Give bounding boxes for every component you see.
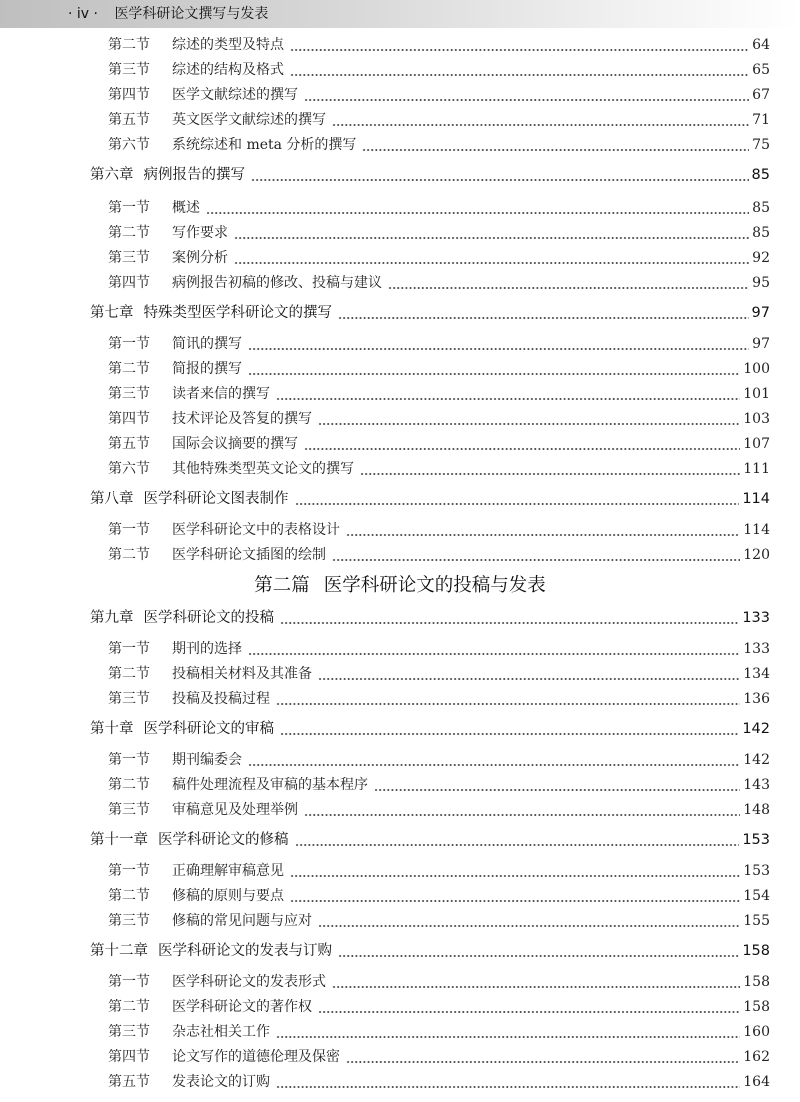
page-number: 103 bbox=[743, 411, 770, 427]
page-number: 101 bbox=[743, 386, 770, 402]
section-title: 投稿相关材料及其准备 bbox=[172, 666, 312, 682]
section-label: 第二节 bbox=[108, 37, 150, 53]
page-number: 148 bbox=[743, 802, 770, 818]
dot-leader bbox=[290, 900, 740, 902]
section-label: 第二节 bbox=[108, 361, 150, 377]
toc-section-entry[interactable] bbox=[108, 84, 770, 106]
page-number: 85 bbox=[752, 225, 770, 241]
chapter-title: 医学科研论文的修稿 bbox=[158, 832, 289, 848]
section-title: 简讯的撰写 bbox=[172, 336, 242, 352]
page-number: 162 bbox=[743, 1049, 770, 1065]
dot-leader bbox=[276, 1086, 740, 1088]
dot-leader bbox=[276, 398, 740, 400]
dot-leader bbox=[304, 99, 749, 101]
dot-leader bbox=[248, 764, 740, 766]
toc-section-entry[interactable] bbox=[108, 34, 770, 56]
dot-leader bbox=[248, 348, 749, 350]
dot-leader bbox=[318, 925, 740, 927]
page-number: 114 bbox=[743, 522, 770, 538]
part-label: 第二篇 bbox=[254, 575, 310, 596]
toc-section-entry[interactable] bbox=[108, 358, 770, 380]
page-number: 75 bbox=[752, 137, 770, 153]
toc-chapter-entry[interactable] bbox=[90, 607, 770, 629]
section-title: 期刊的选择 bbox=[172, 641, 242, 657]
dot-leader bbox=[234, 237, 749, 239]
section-title: 投稿及投稿过程 bbox=[172, 691, 270, 707]
section-title: 医学科研论文插图的绘制 bbox=[172, 547, 326, 563]
section-title: 论文写作的道德伦理及保密 bbox=[172, 1049, 340, 1065]
page-number: 65 bbox=[752, 62, 770, 78]
toc-section-entry[interactable] bbox=[108, 774, 770, 796]
dot-leader bbox=[318, 423, 740, 425]
page-number: 114 bbox=[742, 491, 770, 507]
dot-leader bbox=[280, 733, 739, 735]
chapter-title: 医学科研论文图表制作 bbox=[143, 491, 289, 507]
section-label: 第三节 bbox=[108, 1024, 150, 1040]
toc-section-entry[interactable] bbox=[108, 333, 770, 355]
toc-section-entry[interactable] bbox=[108, 109, 770, 131]
toc-section-entry[interactable] bbox=[108, 433, 770, 455]
toc-chapter-entry[interactable] bbox=[90, 164, 770, 186]
toc-section-entry[interactable] bbox=[108, 383, 770, 405]
section-label: 第一节 bbox=[108, 752, 150, 768]
section-title: 医学科研论文的发表形式 bbox=[172, 974, 326, 990]
toc-chapter-entry[interactable] bbox=[90, 302, 770, 324]
section-label: 第六节 bbox=[108, 137, 150, 153]
page-number: 158 bbox=[743, 999, 770, 1015]
section-title: 医学科研论文的著作权 bbox=[172, 999, 312, 1015]
section-label: 第一节 bbox=[108, 641, 150, 657]
page-number: 153 bbox=[742, 832, 770, 848]
page-number: 100 bbox=[743, 361, 770, 377]
section-label: 第五节 bbox=[108, 1074, 150, 1090]
toc-section-entry[interactable] bbox=[108, 910, 770, 932]
toc-section-entry[interactable] bbox=[108, 1071, 770, 1093]
toc-section-entry[interactable] bbox=[108, 519, 770, 541]
section-title: 修稿的原则与要点 bbox=[172, 888, 284, 904]
header-book-title: 医学科研论文撰写与发表 bbox=[114, 6, 269, 22]
section-title: 综述的结构及格式 bbox=[172, 62, 284, 78]
dot-leader bbox=[206, 212, 749, 214]
dot-leader bbox=[280, 622, 739, 624]
section-label: 第一节 bbox=[108, 336, 150, 352]
section-title: 系统综述和 meta 分析的撰写 bbox=[172, 137, 357, 153]
page-number: 164 bbox=[743, 1074, 770, 1090]
toc-section-entry[interactable] bbox=[108, 799, 770, 821]
section-title: 正确理解审稿意见 bbox=[172, 863, 284, 879]
dot-leader bbox=[248, 653, 740, 655]
page-number: 85 bbox=[752, 200, 770, 216]
dot-leader bbox=[234, 262, 749, 264]
dot-leader bbox=[338, 955, 739, 957]
toc-section-entry[interactable] bbox=[108, 663, 770, 685]
section-title: 综述的类型及特点 bbox=[172, 37, 284, 53]
dot-leader bbox=[332, 559, 740, 561]
page-number: 85 bbox=[751, 167, 770, 183]
header-text bbox=[68, 4, 268, 24]
dot-leader bbox=[332, 986, 740, 988]
chapter-label: 第六章 bbox=[90, 167, 134, 183]
section-label: 第二节 bbox=[108, 999, 150, 1015]
toc-chapter-entry[interactable] bbox=[90, 488, 770, 510]
toc-section-entry[interactable] bbox=[108, 1046, 770, 1068]
section-label: 第二节 bbox=[108, 666, 150, 682]
section-label: 第四节 bbox=[108, 1049, 150, 1065]
section-title: 医学文献综述的撰写 bbox=[172, 87, 298, 103]
section-title: 技术评论及答复的撰写 bbox=[172, 411, 312, 427]
section-title: 国际会议摘要的撰写 bbox=[172, 436, 298, 452]
dot-leader bbox=[276, 1036, 740, 1038]
toc-section-entry[interactable] bbox=[108, 996, 770, 1018]
page-number: 142 bbox=[743, 752, 770, 768]
page-number: 111 bbox=[743, 461, 770, 477]
dot-leader bbox=[251, 179, 749, 181]
page-number: 120 bbox=[743, 547, 770, 563]
toc-section-entry[interactable] bbox=[108, 688, 770, 710]
page-number: 92 bbox=[752, 250, 770, 266]
section-title: 审稿意见及处理举例 bbox=[172, 802, 298, 818]
dot-leader bbox=[388, 287, 749, 289]
section-label: 第四节 bbox=[108, 411, 150, 427]
dot-leader bbox=[290, 49, 749, 51]
page-number: 153 bbox=[743, 863, 770, 879]
part-heading bbox=[0, 572, 800, 600]
section-label: 第五节 bbox=[108, 436, 150, 452]
chapter-label: 第十章 bbox=[90, 721, 134, 737]
section-title: 杂志社相关工作 bbox=[172, 1024, 270, 1040]
dot-leader bbox=[276, 703, 740, 705]
section-title: 英文医学文献综述的撰写 bbox=[172, 112, 326, 128]
section-title: 医学科研论文中的表格设计 bbox=[172, 522, 340, 538]
dot-leader bbox=[304, 814, 740, 816]
page-number: 134 bbox=[743, 666, 770, 682]
section-title: 简报的撰写 bbox=[172, 361, 242, 377]
section-label: 第二节 bbox=[108, 225, 150, 241]
toc-chapter-entry[interactable] bbox=[90, 829, 770, 851]
chapter-title: 医学科研论文的审稿 bbox=[143, 721, 274, 737]
page-number: 155 bbox=[743, 913, 770, 929]
toc-section-entry[interactable] bbox=[108, 749, 770, 771]
dot-leader bbox=[318, 1011, 740, 1013]
section-label: 第三节 bbox=[108, 691, 150, 707]
page-number: 97 bbox=[751, 305, 770, 321]
page-number: 95 bbox=[752, 275, 770, 291]
dot-leader bbox=[374, 789, 740, 791]
running-header bbox=[0, 0, 800, 28]
chapter-label: 第十二章 bbox=[90, 943, 148, 959]
page-number: 158 bbox=[743, 974, 770, 990]
section-title: 写作要求 bbox=[172, 225, 228, 241]
section-title: 案例分析 bbox=[172, 250, 228, 266]
toc-section-entry[interactable] bbox=[108, 860, 770, 882]
section-label: 第五节 bbox=[108, 112, 150, 128]
toc-section-entry[interactable] bbox=[108, 544, 770, 566]
page-number: 133 bbox=[743, 641, 770, 657]
section-label: 第三节 bbox=[108, 386, 150, 402]
section-title: 发表论文的订购 bbox=[172, 1074, 270, 1090]
dot-leader bbox=[346, 1061, 740, 1063]
section-label: 第四节 bbox=[108, 275, 150, 291]
section-title: 读者来信的撰写 bbox=[172, 386, 270, 402]
page-number: 143 bbox=[743, 777, 770, 793]
toc-section-entry[interactable] bbox=[108, 272, 770, 294]
chapter-title: 病例报告的撰写 bbox=[143, 167, 245, 183]
dot-leader bbox=[248, 373, 740, 375]
section-label: 第二节 bbox=[108, 547, 150, 563]
section-label: 第二节 bbox=[108, 888, 150, 904]
toc-section-entry[interactable] bbox=[108, 59, 770, 81]
page-number: 136 bbox=[743, 691, 770, 707]
page-number: 160 bbox=[743, 1024, 770, 1040]
section-label: 第三节 bbox=[108, 913, 150, 929]
section-label: 第三节 bbox=[108, 62, 150, 78]
dot-leader bbox=[360, 473, 740, 475]
toc-section-entry[interactable] bbox=[108, 408, 770, 430]
dot-leader bbox=[346, 534, 740, 536]
toc-section-entry[interactable] bbox=[108, 458, 770, 480]
chapter-title: 医学科研论文的投稿 bbox=[143, 610, 274, 626]
toc-section-entry[interactable] bbox=[108, 1021, 770, 1043]
section-label: 第六节 bbox=[108, 461, 150, 477]
dot-leader bbox=[332, 124, 749, 126]
page-number: 71 bbox=[752, 112, 770, 128]
section-title: 病例报告初稿的修改、投稿与建议 bbox=[172, 275, 382, 291]
section-label: 第四节 bbox=[108, 87, 150, 103]
section-label: 第一节 bbox=[108, 974, 150, 990]
section-label: 第三节 bbox=[108, 802, 150, 818]
section-title: 概述 bbox=[172, 200, 200, 216]
toc-chapter-entry[interactable] bbox=[90, 718, 770, 740]
toc-section-entry[interactable] bbox=[108, 638, 770, 660]
dot-leader bbox=[295, 503, 740, 505]
section-title: 稿件处理流程及审稿的基本程序 bbox=[172, 777, 368, 793]
section-label: 第一节 bbox=[108, 522, 150, 538]
chapter-label: 第十一章 bbox=[90, 832, 148, 848]
page-number: 67 bbox=[752, 87, 770, 103]
dot-leader bbox=[290, 74, 749, 76]
page-number: 133 bbox=[742, 610, 770, 626]
page-number: 154 bbox=[743, 888, 770, 904]
toc-section-entry[interactable] bbox=[108, 197, 770, 219]
page-number: 97 bbox=[752, 336, 770, 352]
chapter-title: 医学科研论文的发表与订购 bbox=[158, 943, 332, 959]
toc-section-entry[interactable] bbox=[108, 222, 770, 244]
dot-leader bbox=[338, 317, 749, 319]
toc-section-entry[interactable] bbox=[108, 971, 770, 993]
toc-section-entry[interactable] bbox=[108, 247, 770, 269]
toc-section-entry[interactable] bbox=[108, 134, 770, 156]
section-title: 修稿的常见问题与应对 bbox=[172, 913, 312, 929]
dot-leader bbox=[318, 678, 740, 680]
section-label: 第三节 bbox=[108, 250, 150, 266]
page-number: 64 bbox=[752, 37, 770, 53]
chapter-label: 第七章 bbox=[90, 305, 134, 321]
chapter-label: 第九章 bbox=[90, 610, 134, 626]
page-number: 142 bbox=[742, 721, 770, 737]
chapter-label: 第八章 bbox=[90, 491, 134, 507]
section-label: 第一节 bbox=[108, 863, 150, 879]
dot-leader bbox=[290, 875, 740, 877]
dot-leader bbox=[362, 149, 749, 151]
section-title: 其他特殊类型英文论文的撰写 bbox=[172, 461, 354, 477]
section-label: 第一节 bbox=[108, 200, 150, 216]
section-label: 第二节 bbox=[108, 777, 150, 793]
page-number: 158 bbox=[742, 943, 770, 959]
dot-leader bbox=[295, 844, 740, 846]
header-page-number: · iv · bbox=[68, 6, 98, 22]
toc-chapter-entry[interactable] bbox=[90, 940, 770, 962]
chapter-title: 特殊类型医学科研论文的撰写 bbox=[143, 305, 332, 321]
part-title: 医学科研论文的投稿与发表 bbox=[323, 575, 546, 596]
section-title: 期刊编委会 bbox=[172, 752, 242, 768]
toc-section-entry[interactable] bbox=[108, 885, 770, 907]
dot-leader bbox=[304, 448, 740, 450]
page-number: 107 bbox=[743, 436, 770, 452]
